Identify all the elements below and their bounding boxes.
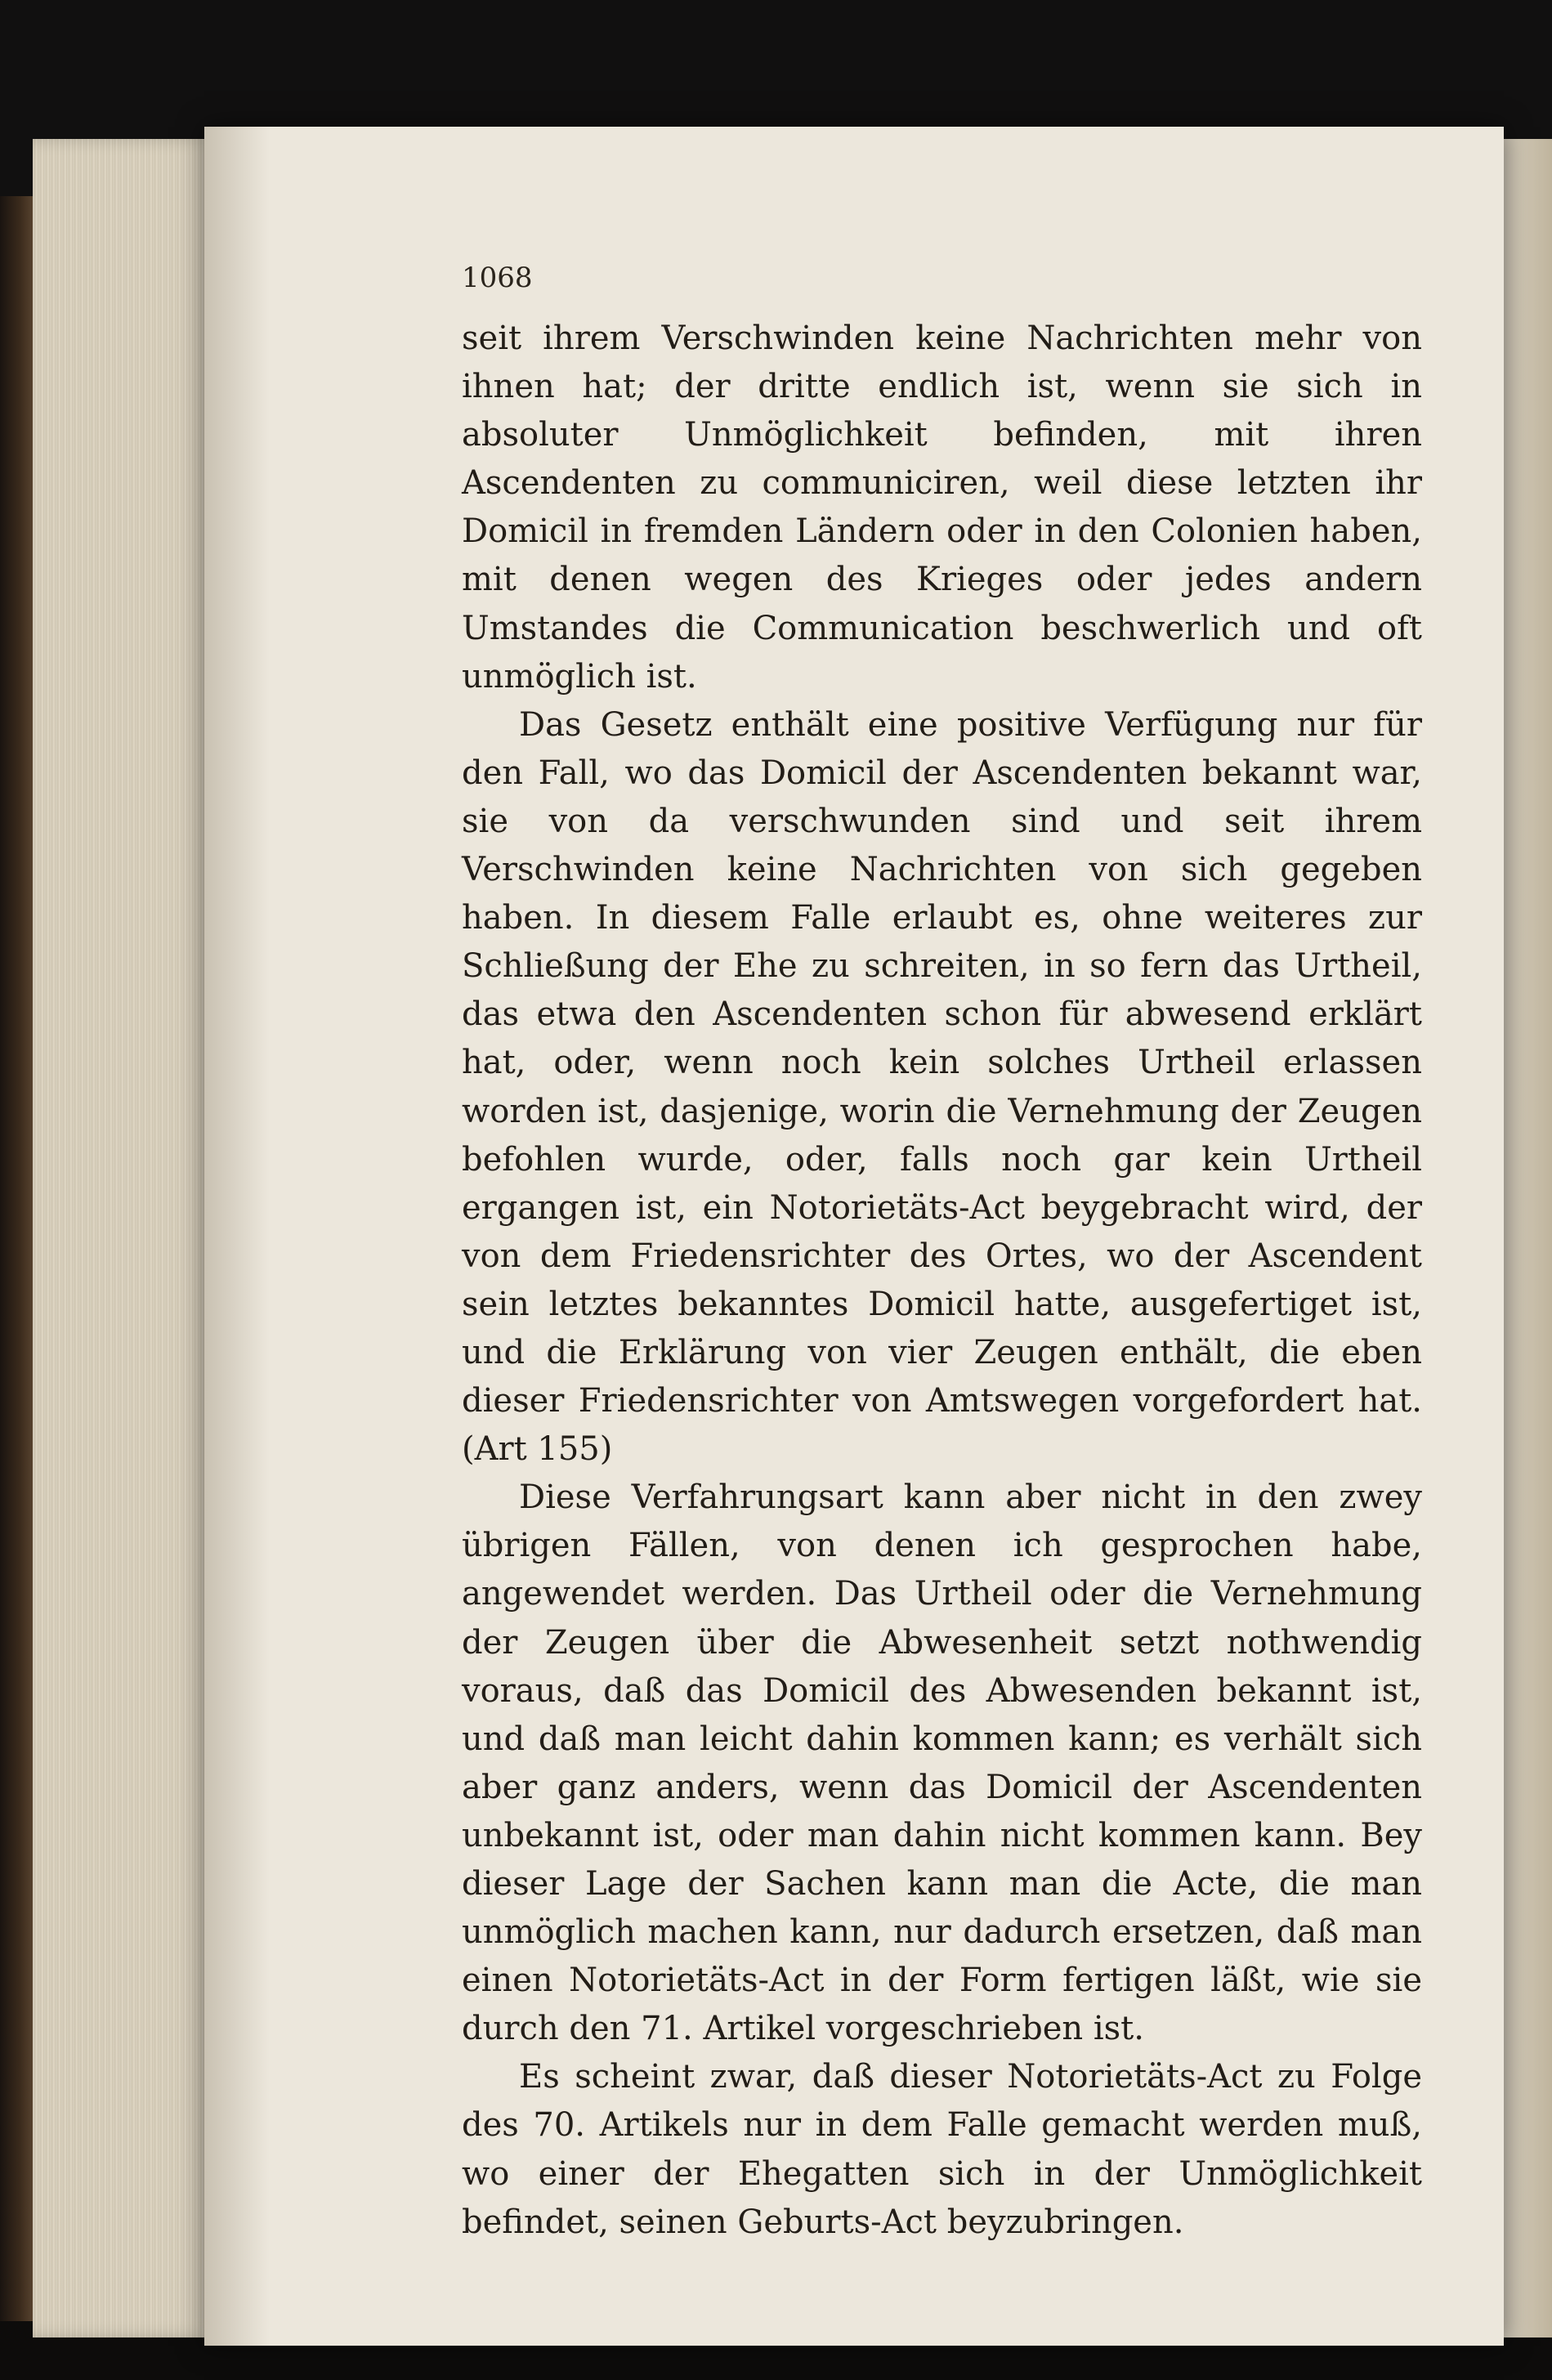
paragraph-4: Es scheint zwar, daß dieser Notorietäts-Act zu Folge des 70. Artikels nur in dem Falle gemacht werden muß, wo einer der Ehegatten sich in der Unmöglichkeit befindet, seinen Geburts-Act beyzubringen. (462, 2058, 1422, 2241)
paragraph-1: seit ihrem Verschwinden keine Nachrichten mehr von ihnen hat; der dritte endlich ist, wenn sie sich in absoluter Unmöglichkeit befinden, mit ihren Ascendenten zu communiciren, weil diese letzten ihr Domicil in fremden Ländern oder in den Colonien haben, mit denen wegen des Krieges oder jedes andern Umstandes die Communication beschwerlich und oft unmöglich ist. (462, 320, 1422, 696)
page-body-text (462, 315, 1422, 2247)
facing-page-edge (1504, 139, 1552, 2338)
paragraph-2: Das Gesetz enthält eine positive Verfügung nur für den Fall, wo das Domicil der Ascendenten bekannt war, sie von da verschwunden sind und seit ihrem Verschwinden keine Nachrichten von sich gegeben haben. In diesem Falle erlaubt es, ohne weiteres zur Schließung der Ehe zu schreiten, in so fern das Urtheil, das etwa den Ascendenten schon für abwesend erklärt hat, oder, wenn noch kein solches Urtheil erlassen worden ist, dasjenige, worin die Vernehmung der Zeugen befohlen wurde, oder, falls noch gar kein Urtheil ergangen ist, ein Notorietäts-Act beygebracht wird, der von dem Friedensrichter des Ortes, wo der Ascendent sein letztes bekanntes Domicil hatte, ausgefertiget ist, und die Erklärung von vier Zeugen enthält, die eben dieser Friedensrichter von Amtswegen vorgefordert hat. (Art 155) (462, 705, 1422, 1469)
paragraph-3: Diese Verfahrungsart kann aber nicht in den zwey übrigen Fällen, von denen ich gesprochen habe, angewendet werden. Das Urtheil oder die Vernehmung der Zeugen über die Abwesenheit setzt nothwendig voraus, daß das Domicil des Abwesenden bekannt ist, und daß man leicht dahin kommen kann; es verhält sich aber ganz anders, wenn das Domicil der Ascendenten unbekannt ist, oder man dahin nicht kommen kann. Bey dieser Lage der Sachen kann man die Acte, die man unmöglich machen kann, nur dadurch ersetzen, daß man einen Notorietäts-Act in der Form fertigen läßt, wie sie durch den 71. Artikel vorgeschrieben ist. (462, 1479, 1422, 2048)
page-number: 1068 (462, 262, 533, 294)
